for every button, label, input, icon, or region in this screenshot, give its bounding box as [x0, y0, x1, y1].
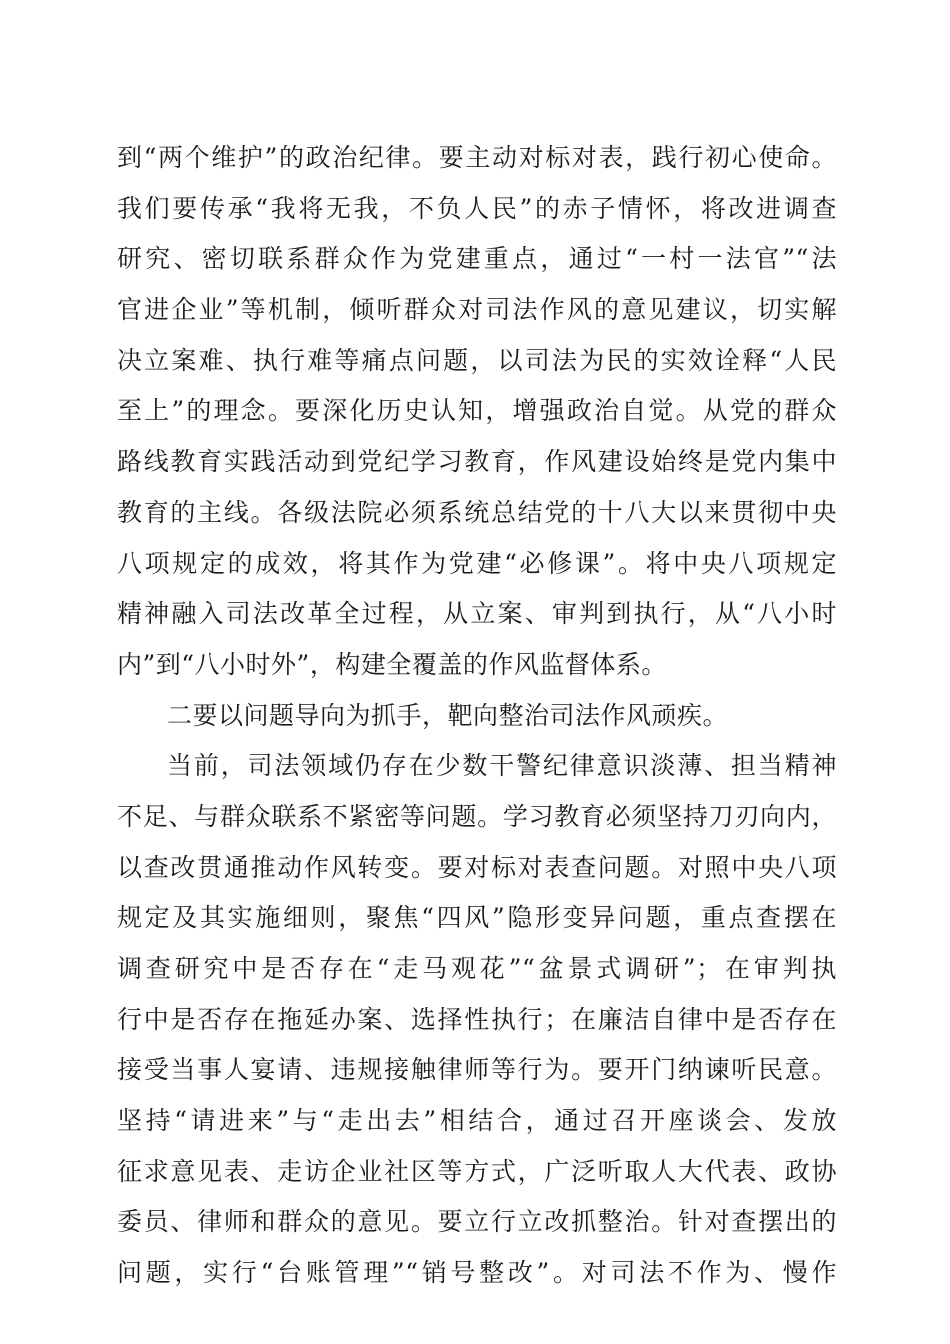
text-line: 官进企业”等机制，倾听群众对司法作风的意见建议，切实解 — [117, 295, 837, 325]
text-line: 委员、律师和群众的意见。要立行立改抓整治。针对查摆出的 — [117, 1207, 837, 1237]
text-line: 教育的主线。各级法院必须系统总结党的十八大以来贯彻中央 — [117, 497, 837, 527]
text-line: 当前，司法领域仍存在少数干警纪律意识淡薄、担当精神 — [167, 751, 837, 781]
text-line: 征求意见表、走访企业社区等方式，广泛听取人大代表、政协 — [117, 1156, 837, 1186]
text-line: 接受当事人宴请、违规接触律师等行为。要开门纳谏听民意。 — [117, 1055, 837, 1085]
text-line: 研究、密切联系群众作为党建重点，通过“一村一法官”“法 — [117, 244, 837, 274]
text-line: 精神融入司法改革全过程，从立案、审判到执行，从“八小时 — [117, 599, 837, 629]
text-line: 不足、与群众联系不紧密等问题。学习教育必须坚持刀刃向内， — [117, 801, 837, 831]
text-line: 内”到“八小时外”，构建全覆盖的作风监督体系。 — [117, 649, 667, 679]
text-line: 规定及其实施细则，聚焦“四风”隐形变异问题，重点查摆在 — [117, 903, 837, 933]
text-line: 我们要传承“我将无我，不负人民”的赤子情怀，将改进调查 — [117, 193, 837, 223]
text-line: 行中是否存在拖延办案、选择性执行；在廉洁自律中是否存在 — [117, 1004, 837, 1034]
text-line: 问题，实行“台账管理”“销号整改”。对司法不作为、慢作 — [117, 1258, 837, 1288]
text-line: 决立案难、执行难等痛点问题，以司法为民的实效诠释“人民 — [117, 345, 837, 375]
text-line: 路线教育实践活动到党纪学习教育，作风建设始终是党内集中 — [117, 447, 837, 477]
text-line: 到“两个维护”的政治纪律。要主动对标对表，践行初心使命。 — [117, 143, 837, 172]
text-line: 坚持“请进来”与“走出去”相结合，通过召开座谈会、发放 — [117, 1106, 837, 1136]
text-line: 至上”的理念。要深化历史认知，增强政治自觉。从党的群众 — [117, 396, 837, 426]
text-line: 八项规定的成效，将其作为党建“必修课”。将中央八项规定 — [117, 548, 837, 578]
text-line: 调查研究中是否存在“走马观花”“盆景式调研”；在审判执 — [117, 954, 837, 983]
text-line: 二要以问题导向为抓手，靶向整治司法作风顽疾。 — [167, 700, 729, 730]
text-line: 以查改贯通推动作风转变。要对标对表查问题。对照中央八项 — [117, 852, 837, 882]
body-text — [117, 133, 837, 1299]
